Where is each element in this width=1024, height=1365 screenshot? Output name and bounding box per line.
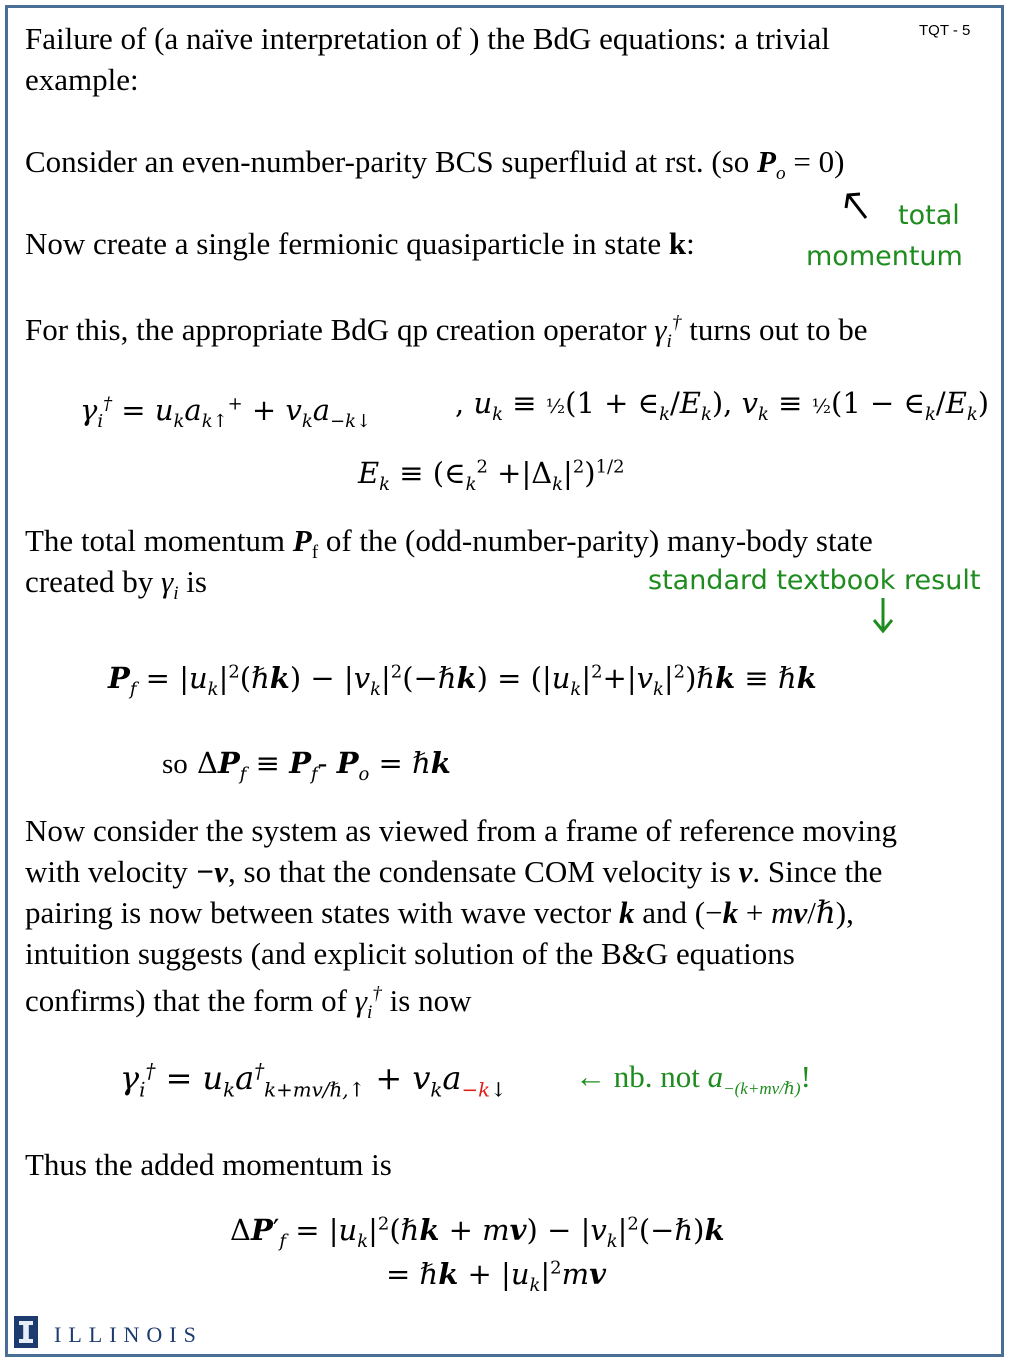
frame-line-5: confirms) that the form of $\gamma_i^\dagger$ is now (25, 983, 472, 1024)
down-arrow-icon (870, 596, 896, 636)
gamma-definition-equation: $\gamma_i^\dagger = u_ka_{k↑}^+ + v_ka_{-k↓}$ (80, 393, 372, 432)
total-momentum-line: The total momentum $P_f$ of the (odd-number-parity) many-body state (25, 523, 873, 564)
nb-note: ← nb. not $a_{-(k+mv/\hbar)}$! (575, 1059, 811, 1099)
annotation-momentum: momentum (806, 241, 963, 272)
illinois-wordmark: ILLINOIS (54, 1322, 203, 1347)
annotation-total: total (898, 200, 960, 231)
created-by-line: created by $\gamma_i$ is (25, 564, 207, 605)
up-arrow-icon (842, 190, 872, 224)
moving-frame-gamma-equation: $\gamma_i^\dagger = u_ka^\dagger_{k+mv/\hbar,↑} + v_ka_{-k↓}$ (120, 1059, 507, 1102)
thus-line: Thus the added momentum is (25, 1147, 392, 1182)
title-line-2: example: (25, 62, 139, 97)
coherence-factors-equation: , $u_k$ ≡ ½(1 + $\in_k/E_k$), $v_k$ ≡ ½(1 − $\in_k/E_k$) (455, 386, 990, 425)
for-this-line: For this, the appropriate BdG qp creation operator $\gamma_i^\dagger$ turns out to be (25, 312, 868, 353)
slide-tag: TQT - 5 (919, 22, 971, 39)
title-line-1: Failure of (a naïve interpretation of ) the BdG equations: a trivial (25, 21, 830, 56)
delta-pf-equation: so $\Delta P_f \equiv P_f-$ $P_o$ = ℏk (162, 746, 451, 785)
frame-line-2: with velocity −v, so that the condensate COM velocity is v. Since the (25, 854, 883, 889)
delta-pf-prime-equation-line-1: $\Delta P'_f$ = $|u_k|^2(\hbar k + mv)$ − $|v_k|^2(-\hbar)k$ (230, 1213, 725, 1252)
consider-line: Consider an even-number-parity BCS superfluid at rst. (so $P_o = 0$) (25, 144, 845, 185)
frame-line-1: Now consider the system as viewed from a frame of reference moving (25, 813, 897, 848)
frame-line-4: intuition suggests (and explicit solution of the B&G equations (25, 936, 795, 971)
pf-equation: $P_f$ = $|u_k|^2(\hbar k)$ − $|v_k|^2(-\hbar k)$ = $(|u_k|^2+|v_k|^2)\hbar k$ ≡ ℏk (108, 661, 817, 700)
delta-pf-prime-equation-line-2: = ℏk + $|u_k|^2mv$ (386, 1257, 606, 1296)
annotation-textbook: standard textbook result (648, 565, 981, 596)
illinois-block-i-icon (14, 1316, 38, 1348)
frame-line-3: pairing is now between states with wave vector k and (−k + mv/ℏ), (25, 895, 854, 930)
create-line: Now create a single fermionic quasiparticle in state k: (25, 226, 695, 261)
energy-equation: $E_k$ ≡ $(\in_k^2 +|\Delta_k|^2)^{1/2}$ (358, 456, 625, 495)
